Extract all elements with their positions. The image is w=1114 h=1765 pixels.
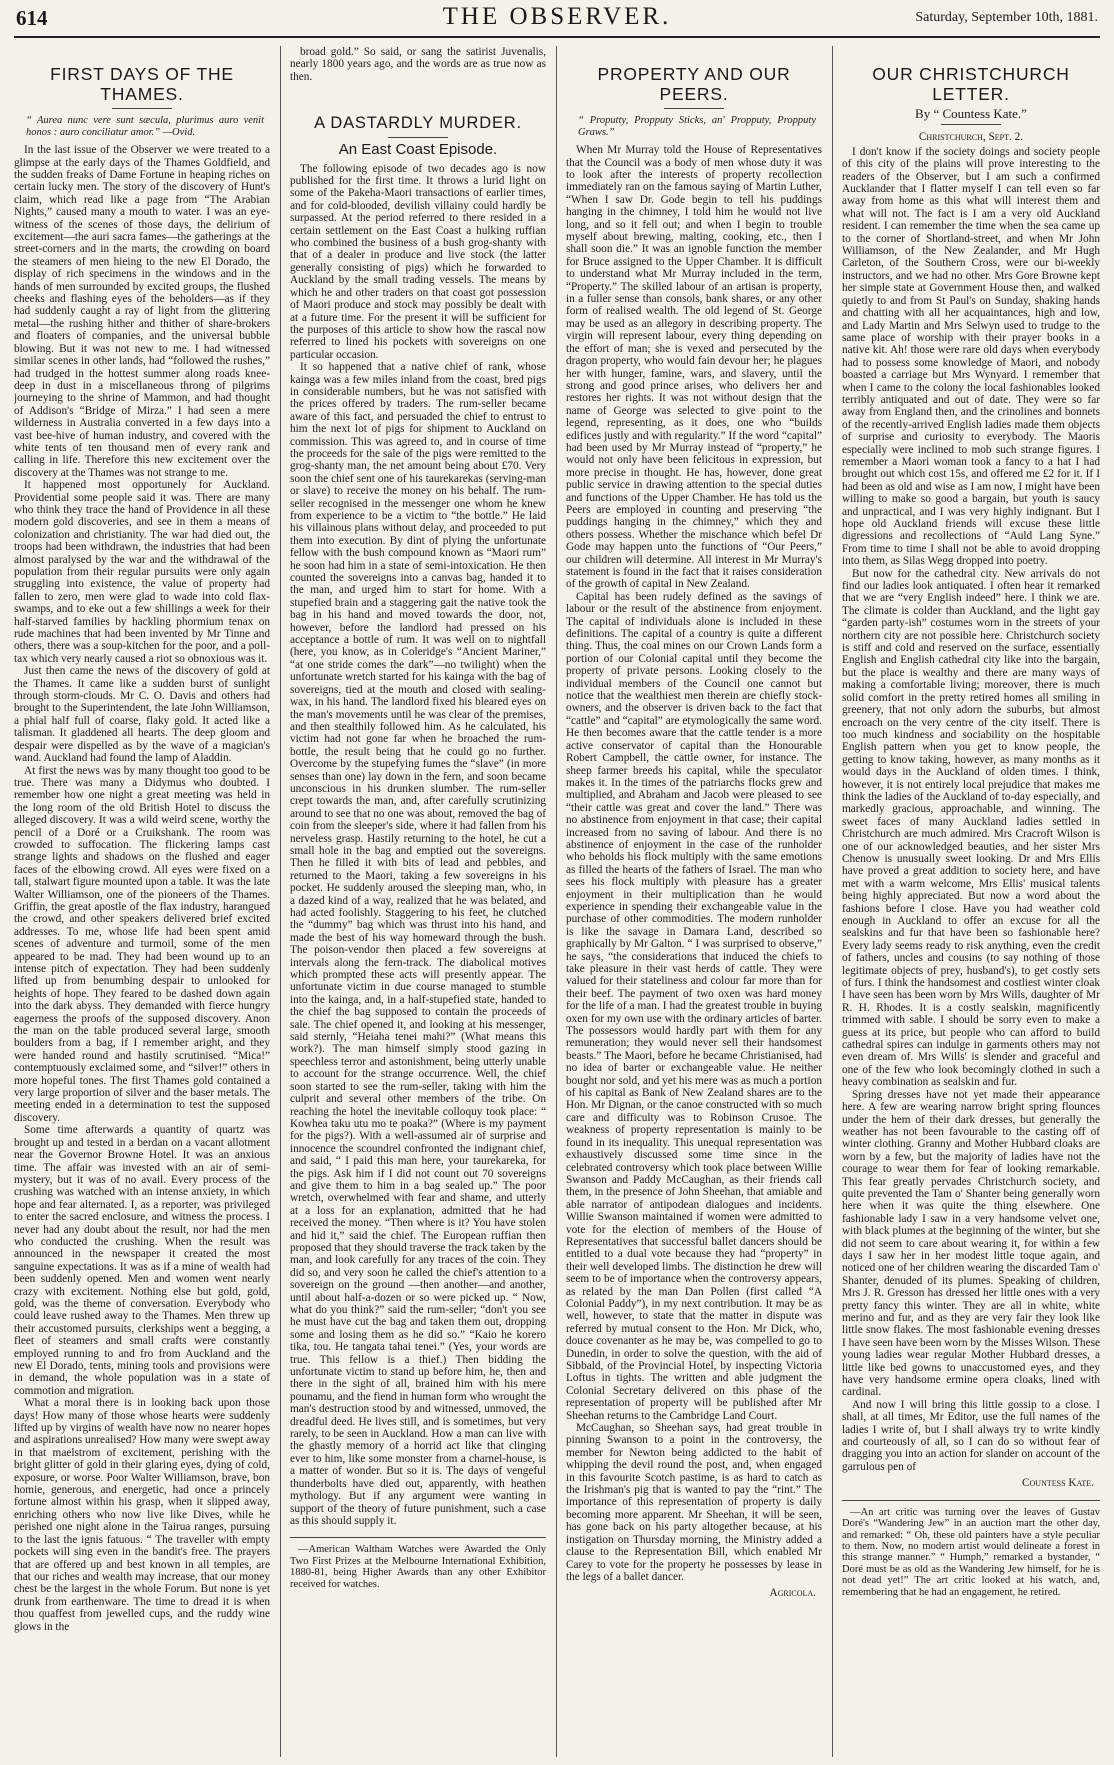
- article-heading: OUR CHRISTCHURCH LETTER.: [872, 64, 1070, 104]
- column-2: [290, 46, 546, 1757]
- paragraph: What a moral there is in looking back upon those days! How many of those whose hearts were suddenly lifted up by virgins of wealth have now no nearer hopes and aspirations unrealised? How many were swept away in that maelstrom of excitement, perishing with the bright glitter of gold in their glaring eyes, dying of cold, exposure, or worse. Poor Walter Williamson, brave, bon homie, generous, and energetic, had once a princely fortune almost within his grasp, when it slipped away, enriching others who now live like Dives, while he perished one night alone in the Tairua ranges, pursuing to the last the ignis fatuous. “ The traveller with empty pockets will sing even in the bandit's free. The prayers that are offered up and best known in all temples, are that our riches and wealth may increase, that our money chest be the largest in the whole Forum. But none is yet drunk from earthenware. The time to dread it is when thou quaffest from jewelled cups, and the ruddy wine glows in the: [14, 1397, 270, 1633]
- column-1: [14, 46, 270, 1757]
- article-body: [14, 144, 270, 1633]
- masthead: [14, 0, 1100, 38]
- paragraph: At first the news was by many thought too good to be true. There was many a Didymus who doubted. I remember how one night a great meeting was held in the long room of the old British Hotel to discuss the alleged discovery. It was a wild weird scene, worthy the pencil of a Doré or a Cruikshank. The room was crowded to suffocation. The flickering lamps cast strange lights and shadows on the flushed and eager faces of the elbowing crowd. All eyes were fixed on a tall, stalwart figure mounted upon a table. It was the late Walter Williamson, one of the pioneers of the Thames. Griffin, the great apostle of the flax industry, harangued the crowd, and other speakers delivered brief excited addresses. To me, whose life had been spent amid scenes of adventure and turmoil, some of the men appeared to be mad. They had been wound up to an intense pitch of expectation. They had been suddenly lifted up from benumbing despair to unlooked for heights of hope. They feared to be dashed down again into the dark abyss. They demanded with fierce hungry eagerness the proofs of the supposed discovery. Anon the man on the table produced several large, smooth boulders from a bag, if I remember aright, and they were handed round and hastily scrutinised. “Mica!” contemptuously exclaimed some, and “silver!” others in more hopeful tones. The first Thames gold contained a very large proportion of silver and the baser metals. The meeting ended in a determination to test the supposed discovery.: [14, 764, 270, 1124]
- issue-date: Saturday, September 10th, 1881.: [915, 10, 1098, 25]
- paragraph: When Mr Murray told the House of Representatives that the Council was a body of men whose duty it was to look after the interests of property recollection immediately ran on the famous saying of Martin Luther, “When I saw Dr. Gode begin to tell his puddings hanging in the chimney, I told him he would not live long, and so it fell out; and when I begin to trouble myself about brewing, malting, cooking, etc., then I shall soon die.” It was an ignoble function the member for Bruce assigned to the Upper Chamber. It is difficult to understand what Mr Murray included in the term, “Property.” The skilled labour of an artisan is property, in a fuller sense than consols, bank shares, or any other form of realised wealth. The old legend of St. George may be used as an allegory in describing property. The virgin will represent labour, every thing depending on the effort of man; she is vexed and persecuted by the dragon property, who would fain devour her; he plagues her with hunger, famine, wars, and slavery, until the strong and good prince arises, who delivers her and restores her rights. It was not without design that the name of George was selected to give point to the legend, representing, as it does, one who “builds edifices justly and with regularity.” If the word “capital” had been used by Mr Murray instead of “property,” he would not only have been felicitous in expression, but more precise in thought. He has, however, done great public service in drawing attention to the special duties and functions of the Upper Chamber. He has told us the Peers are employed in counting and preserving “the puddings hanging in the chimney,” which they and others possess. Whether the mischance which befel Dr Gode may happen unto the functions of “Our Peers,” our children will determine. All interest in Mr Murray's statement is found in the fact that it raises consideration of the growth of capital in New Zealand.: [566, 144, 822, 591]
- paragraph: And now I will bring this little gossip to a close. I shall, at all times, Mr Editor, use the full names of the ladies I write of, but I shall always try to write kindly and courteously of all, so I can do so without fear of dragging you into an action for slander on account of the garrulous pen of: [842, 1398, 1100, 1473]
- continued-text: broad gold.” So said, or sang the satirist Juvenalis, nearly 1800 years ago, and the words are as true now as then.: [290, 46, 546, 83]
- heading-divider: [388, 137, 448, 138]
- page-columns: [14, 46, 1100, 1757]
- column-rule: [280, 46, 281, 1757]
- heading-divider: [112, 108, 172, 109]
- advertisement: —American Waltham Watches were Awarded the Only Two First Prizes at the Melbourne International Exhibition, 1880-81, being Higher Awards than any other Exhibitor received for watches.: [290, 1537, 546, 1590]
- epigraph: “ Proputty, Propputy Sticks, an' Propputy, Propputy Graws.”: [578, 115, 816, 138]
- paragraph: McCaughan, so Sheehan says, had great trouble in pinning Swanson to a point in the controversy, the member for Newton being addicted to the habit of whipping the devil round the post, and, when engaged in this favourite Scotch pastime, is as hard to catch as the Irishman's pig that is wanted to pay the “rint.” The importance of this representation of property is daily becoming more apparent. Mr Sheehan, it will be seen, has gone back on his party altogether because, at his instigation on Thursday morning, the Ministry added a clause to the Representation Bill, which enabled Mr Carey to vote for the property he possesses by lease in the legs of a ballet dancer.: [566, 1422, 822, 1583]
- paragraph: It so happened that a native chief of rank, whose kainga was a few miles inland from the coast, bred pigs in considerable numbers, but he was not satisfied with the prices offered by traders. The rum-seller became aware of this fact, and persuaded the chief to entrust to him the next lot of pigs for shipment to Auckland on commission. This was agreed to, and in course of time the proceeds for the sale of the pigs were remitted to the grog-shanty man, the net amount being about £70. Very soon the chief sent one of his taurekarekas (serving-man or slave) to receive the money on his behalf. The rum-seller recognised in the messenger one whom he knew from experience to be a victim to “the bottle.” He laid his villainous plans without delay, and proceeded to put them into execution. By dint of plying the unfortunate fellow with the bush compound known as “Maori rum” he soon had him in a state of semi-intoxication. He then counted the sovereigns into a canvas bag, handed it to the man, and urged him to start for home. With a stupefied brain and a staggering gait the native took the bag in his hand and moved towards the door, not, however, before the landlord had pressed on his acceptance a bottle of rum. It was well on to nightfall (here, you know, as in Coleridge's “Ancient Mariner,” “at one stride comes the dark”—no twilight) when the unfortunate wretch started for his kainga with the bag of sovereigns, tied at the mouth and closed with sealing-wax, in his hand. The landlord fixed his bleared eyes on the man's movements until he was clear of the premises, and then stealthily followed him. As he calculated, his victim had not gone far when he broached the rum-bottle, the result being that he could go no further. Overcome by the stupefying fumes the “slave” (in more senses than one) lay down in the fern, and soon became unconscious in his drunken slumber. The rum-seller crept towards the man, and, after carefully scrutinizing around to see that no one was about, removed the bag of coin from the sleeper's side, where it had fallen from his nerveless grasp. Hastily returning to the hotel, he cut a small hole in the bag and emptied out the sovereigns. Then he filled it with bits of lead and pebbles, and returned to the Maori, taking a few sovereigns in his pocket. He suddenly aroused the sleeping man, who, in a dazed kind of a way, realized that he was belated, and had acted foolishly. Staggering to his feet, he clutched the “dummy” bag which was thrust into his hand, and made the best of his way homeward through the bush. The poison-vendor then placed a few sovereigns at intervals along the fern-track. The diabolical motives which prompted these acts will presently appear. The unfortunate victim in due course managed to stumble into the kainga, and, in a half-stupefied state, handed to the chief the bag supposed to contain the proceeds of sale. The chief opened it, and looking at his messenger, said sternly, “Heiaha tenei mahi?” (What means this work?). The man himself simply stood gazing in speechless terror and astonishment, being utterly unable to account for the strange occurrence. Well, the chief soon started to see the rum-seller, taking with him the culprit and several other members of the tribe. On reaching the hotel the inevitable colloquy took place: “ Kowhea taku utu mo te poaka?” (Where is my payment for the pigs?). With a well-assumed air of surprise and innocence the scoundrel confronted the indignant chief, and said, “ I paid this man here, your taurekareka, for the pigs. Ask him if I did not count out 70 sovereigns and give them to him in a bag sealed up.” The poor wretch, overwhelmed with fear and shame, and utterly at a loss for an explanation, admitted that he had received the money. “Then where is it? You have stolen and hid it,” said the chief. The European ruffian then proposed that they should traverse the track taken by the man, and look carefully for any traces of the coin. They did so, and very soon he called the chief's attention to a sovereign on the ground —then another—and another, until about half-a-dozen or so were picked up. “ Now, what do you think?” said the rum-seller; “don't you see he must have cut the bag and taken them out, dropping some and losing them as he did so.” “Kaio he korero tika, tou. He tangata tahai tenei.” (Yes, your words are true. This fellow is a thief.) Then bidding the unfortunate victim to stand up before him, he, then and there in the sight of all, brained him with his mere pounamu, and the fiend in human form who wrought the man's destruction stood by and witnessed, unmoved, the dreadful deed. He lives still, and is sometimes, but very rarely, to be seen in Auckland. How a man can live with the ghastly memory of a horrid act like that clinging ever to him, like some monster from a charnel-house, is a matter of wonder. But so it is. The days of vengeful thunderbolts have died out, apparently, with heathen mythology. But if any argument were wanting in support of the theory of future punishment, such a case as this should supply it.: [290, 361, 546, 1527]
- paragraph: Spring dresses have not yet made their appearance here. A few are wearing narrow bright spring flounces under the hem of their dark dresses, but generally the weather has not been favourable to the casting off of winter clothing. Granny and Mother Hubbard cloaks are worn by a few, but the majority of ladies have not the courage to wear them for fear of looking remarkable. This fear greatly pervades Christchurch society, and quite prevented the Tam o' Shanter being generally worn here when it was quite the thing elsewhere. One fashionable lady I saw in a very handsome velvet one, with black plumes at the beginning of the winter, but she did not seem to care about wearing it, for within a few days I saw her in her modest little toque again, and noticed one of her children wearing the discarded Tam o' Shanter, denuded of its plumes. Speaking of children, Mrs J. R. Gresson has dressed her little ones with a very pretty fancy this winter. They are all in white, white merino and fur, and as they are very fair they look like little snow flakes. The most fashionable evening dresses I have seen have been worn by the Misses Wilson. These young ladies wear regular Mother Hubbard dresses, a little like bed gowns to unaccustomed eyes, and they have very handsome ermine opera cloaks, lined with cardinal.: [842, 1088, 1100, 1399]
- dateline: Christchurch, Sept. 2.: [918, 131, 1024, 144]
- article-body: [290, 163, 546, 1528]
- column-4: [842, 46, 1100, 1757]
- article-subheading: An East Coast Episode.: [338, 141, 498, 159]
- heading-divider: [941, 124, 1001, 125]
- article-heading: PROPERTY AND OUR PEERS.: [597, 64, 791, 104]
- paragraph: But now for the cathedral city. New arrivals do not find our ladies look antiquated. I often hear it remarked that we are “very English indeed” here. I think we are. The climate is colder than Auckland, and the light gay “garden party-ish” costumes worn in the streets of your northern city are not possible here. Christchurch society is stiff and cold and reserved on the surface, essentially English and English cathedral city like into the bargain, but the place is wealthy and there are many ways of making a comfortable living; moreover, there is much solid comfort in the pretty retired homes all smiling in greenery, that not only adorn the suburbs, but almost encroach on the very centre of the city itself. There is too much kindness and sociability on the hospitable English pattern when you get to know people, the getting to know taking, however, as many months as it would days in the Auckland of olden times. I think, however, it is not entirely local prejudice that makes me think the ladies of the Auckland of to-day especially, and markedly gracious, approachable, and winning. The sweet faces of many Auckland ladies settled in Christchurch are much admired. Mrs Cracroft Wilson is one of our acknowledged beauties, and her sister Mrs Chenow is unusually sweet looking. Dr and Mrs Ellis have proved a great addition to society here, and have met with a warm welcome, Mrs Ellis' musical talents being highly appreciated. But now a word about the fashions before I close. Have you had weather cold enough in Auckland to offer an excuse for all the sealskins and fur that have been so fashionable here? Every lady seems ready to risk anything, even the credit of fathers, uncles and cousins (to say nothing of those legitimate objects of prey, husband's), to get costly sets of furs. I think the handsomest and costliest winter cloak I have seen has been worn by Mrs Wills, daughter of Mr R. H. Rhodes. It is a costly sealskin, magnificently trimmed with sable. I should be sorry even to make a guess at its price, but people who can afford to build cathedral spires can indulge in garments others may not even dream of. Mrs Wills' is slender and graceful and one of the few who look becomingly clothed in such a heavy combination as sealskin and fur.: [842, 567, 1100, 1089]
- paragraph: Capital has been rudely defined as the savings of labour or the result of the abstinence from enjoyment. The capital of individuals alone is included in these definitions. The capital of a country is quite a different thing. Thus, the coal mines on our Crown Lands form a portion of our Colonial capital until they become the property of private persons. Looking closely to the individual members of the Council one cannot but notice that the wealthiest men therein are chiefly stock-owners, and the observer is driven back to the fact that “cattle” and “capital” are etymologically the same word. He then becomes aware that the cattle tender is a more active conservator of capital than the Honourable Robert Campbell, the cattle owner, for instance. The sheep farmer breeds his capital, while the speculator makes it. In the times of the patriarchs flocks grew and multiplied, and Abraham and Jacob were pleased to see “their cattle was great and cover the land.” There was no abstinence from enjoyment in that case; their capital increased from no saving of labour. And there is no abstinence of enjoyment in the case of the runholder who beholds his flock multiply with the same emotions as filled the hearts of the fathers of Israel. The man who sees his flock multiply with pleasure has a greater enjoyment in their multiplication than he would experience in spending their exchangeable value in the purchase of other commodities. The modern runholder is like the savage in Damara Land, described so graphically by Mr Galton. “ I was surprised to observe,” he says, “the considerations that induced the chiefs to take pleasure in their vast herds of cattle. They were valued for their stateliness and colour far more than for their beef. The payment of two oxen was hard money for the life of a man. I had the greatest trouble in buying oxen for my own use with the ordinary articles of barter. The possessors would hardly part with them for any remuneration; they would never sell their handsomest beasts.” The Maori, before he became Christianised, had no idea of barter or exchangeable value. He neither bought nor sold, and yet his mere was as much a portion of his capital as Bank of New Zealand shares are to the Hon. Mr Dignan, or the canoe constructed with so much care and difficulty was to Robinson Crusoe. The weakness of property representation is mainly to be found in its inequality. This unequal representation was exhaustively discussed some time since in the celebrated controversy which took place between Willie Swanson and Paddy McCaughan, as their friends call them, in the presence of John Sheehan, that amiable and able narrator of antipodean dialogues and incidents. Willie Swanson maintained if women were admitted to vote for the election of members of the House of Representatives that successful ballet dancers should be entitled to a dual vote because they had “property” in their well developed limbs. The distinction he drew will seem to be of importance when the controversy appears, as related by the man Dan Pollen (first called “A Colonial Paddy”), in my next contribution. It may be as well, however, to state that the matter in dispute was referred by mutual consent to the Hon. Mr Dick, who, douce covenanter as he may be, was compelled to go to Dunedin, in order to solve the question, with the aid of Sibbald, of the Provincial Hotel, by inspecting Victoria Loftus in tights. The written and able judgment the Colonial Secretary delivered on this phase of the representation of property will be published after Mr Sheehan returns to the Cambridge Land Court.: [566, 590, 822, 1422]
- page-number: 614: [16, 6, 48, 30]
- paragraph: It happened most opportunely for Auckland. Providential some people said it was. There are many who think they trace the hand of Providence in all these modern gold discoveries, and see in them a means of colonization and christianity. The war had died out, the troops had been withdrawn, the industries that had been almost paralysed by the war and the withdrawal of the population from their regular pursuits were only again struggling into existence, the value of property had fallen to zero, men were glad to wade into cold flax-swamps, and to eke out a few shillings a week for their half-starved families by hackling phormium tenax on rude machines that had been invented by Mr Tinne and others, there was a soup-kitchen for the poor, and a poll-tax which very nearly caused a riot so obnoxious was it.: [14, 479, 270, 665]
- news-note: —An art critic was turning over the leaves of Gustav Doré's “Wandering Jew” in an auction mart the other day, and remarked: “ Oh, these old painters have a style peculiar to them. Now, no modern artist would delineate a forest in this strange manner.” “ Humph,” remarked a bystander, “ Doré must be as old as the Wandering Jew himself, for he is not dead yet!” The art critic looked at his watch, and, remembering that he had an engagement, he retired.: [842, 1500, 1100, 1598]
- epigraph: “ Aurea nunc vere sunt sæcula, plurimus auro venit honos : auro conciliatur amor.” —Ovid.: [26, 115, 264, 138]
- paragraph: Some time afterwards a quantity of quartz was brought up and tested in a berdan on a vacant allotment near the Governor Browne Hotel. It was an anxious time. The affair was invested with an air of semi-mystery, but it was of no avail. Every process of the crushing was watched with an intense anxiety, in which hope and fear alternated. I, as a reporter, was privileged to enter the sacred enclosure, and witness the process. I never had any doubt about the result, nor had the men who conducted the crushing. When the result was announced in the newspaper it created the most sanguine expectations. It was as if a mine of wealth had been suddenly opened. Men and women went nearly crazy with excitement. Nothing else but gold, gold, gold, was the theme of conversation. Everybody who could leave rushed away to the Thames. Men threw up their accustomed pursuits, clerkships went a begging, a fleet of steamers and small crafts were constantly employed running to and fro from Auckland and the new El Dorado, tents, mining tools and provisions were in demand, the whole population was in a state of commotion and migration.: [14, 1124, 270, 1397]
- signature: Countess Kate.: [1021, 1477, 1094, 1490]
- paragraph: The following episode of two decades ago is now published for the first time. It throws a lurid light on some of the Pakeha-Maori transactions of earlier times, and for cold-blooded, devilish villainy could hardly be surpassed. At the period referred to there resided in a certain settlement on the East Coast a hulking ruffian who combined the business of a bush grog-shanty with that of a dealer in produce and live stock (the latter generally consisting of pigs) which he forwarded to Auckland by the small trading vessels. The means by which he and other traders on that coast got possession of Maori produce and stock may possibly be dealt with at a future time. For the present it will be sufficient for the purposes of this article to show how the rascal now referred to lined his pockets with sovereigns on one particular occasion.: [290, 162, 546, 361]
- column-3: [566, 46, 822, 1757]
- paragraph: Just then came the news of the discovery of gold at the Thames. It came like a sudden burst of sunlight through storm-clouds. Mr C. O. Davis and others had brought to the Superintendent, the late John Williamson, a phial half full of coarse, flaky gold. It acted like a talisman. It gladdened all hearts. The deep gloom and despair were dispelled as by the wave of a magician's wand. Auckland had found the lamp of Aladdin.: [14, 665, 270, 765]
- column-rule: [556, 46, 557, 1757]
- byline: By “ Countess Kate.”: [915, 106, 1027, 121]
- newspaper-title: THE OBSERVER.: [442, 3, 672, 30]
- article-heading: A DASTARDLY MURDER.: [314, 114, 522, 133]
- article-body: [842, 146, 1100, 1473]
- article-body: [566, 144, 822, 1583]
- signature: Agricola.: [769, 1587, 816, 1600]
- heading-divider: [664, 108, 724, 109]
- paragraph: In the last issue of the Observer we were treated to a glimpse at the early days of the Thames Goldfield, and the sudden freaks of Dame Fortune in heaping riches on certain lucky men. The story of the discovery of Hunt's claim, which read like a page from “The Arabian Nights,” caused many a mouth to water. I was an eye-witness of the scenes of those days, the delirium of excitement—the auri sacra fames—the gatherings at the street-corners and in the marts, the crowding on board the steamers of men hieing to the new El Dorado, the display of rich specimens in the windows and in the hands of men surrounded by excited groups, the flushed cheeks and flashing eyes of the beholders—as if they had suddenly caught a ray of light from the glittering metal—the rushing hither and thither of share-brokers and floaters of companies, and the universal bubble blowing. But it was not new to me. I had witnessed similar scenes in other lands, had “followed the rushes,” had trudged in the hottest summer along roads knee-deep in dust in a miscellaneous throng of pilgrims journeying to the shrine of Mammon, and had thought of Addison's “Bridge of Mirza.” I had seen a mere wilderness in Australia converted in a few days into a vast bee-hive of human industry, and covered with the white tents of ten thousand men of every rank and calling in life. Therefore this new excitement over the discovery at the Thames was not strange to me.: [14, 144, 270, 479]
- paragraph: I don't know if the society doings and society people of this city of the plains will prove interesting to the readers of the Observer, but I am such a confirmed Aucklander that I flatter myself I can tell even so far away from home as this what will interest them and what will not. The fact is I am a very old Auckland resident. I can remember the time when the sea came up to the corner of Shortland-street, and when Mr John Williamson, of the New Zealander, and Mr Hugh Carleton, of the Southern Cross, were our bi-weekly instructors, and we had no other. Mrs Gore Browne kept her simple state at Government House then, and walked quietly to and from St Paul's on Sunday, shaking hands and chatting with all her acquaintances, high and low, and Lady Martin and Mrs Selwyn used to trudge to the same place of worship with their prayer books in a native kit. Ah! those were rare old days when everybody had to possess some knowledge of Maori, and nobody boasted a carriage but Mrs Wynyard. I remember that when I came to the colony the local fashionables looked terribly antiquated and out of date. They were so far away from England then, and the crinolines and bonnets of the recently-arrived English ladies made them objects of surprise and curiosity to everybody. The Maoris especially were inclined to mob such strange figures. I remember a Maori woman took a fancy to a hat I had brought out which cost 15s, and offered me £2 for it. If I had been as old and wise as I am now, I might have been willing to make so good a bargain, but youth is saucy and unpractical, and I was very highly indignant. But I hope old Auckland friends will excuse these little digressions and recollections of “Auld Lang Syne.” From time to time I shall not be able to avoid dropping into them, as Silas Wegg dropped into poetry.: [842, 145, 1100, 568]
- article-heading: FIRST DAYS OF THE THAMES.: [50, 64, 234, 104]
- column-rule: [832, 46, 833, 1757]
